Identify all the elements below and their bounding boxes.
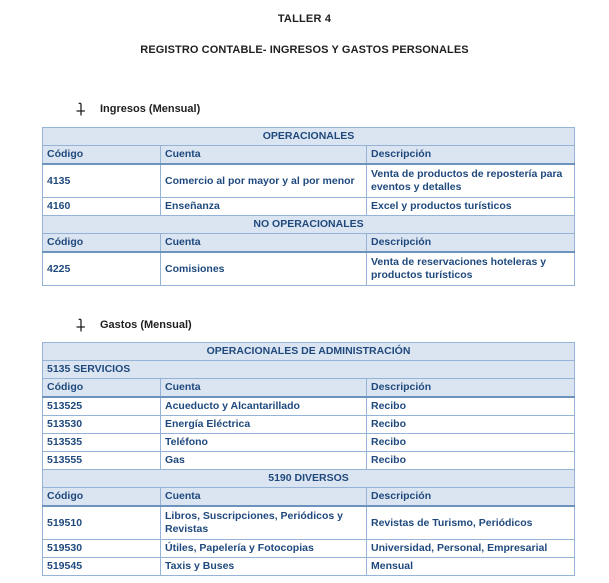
cell-codigo: 519530 [43,540,161,558]
column-header-cuenta: Cuenta [161,488,367,507]
cell-cuenta: Energía Eléctrica [161,416,367,434]
cell-cuenta: Teléfono [161,434,367,452]
column-header-codigo: Código [43,488,161,507]
column-header-row [43,379,575,398]
column-header-codigo: Código [43,234,161,253]
column-header-codigo: Código [43,146,161,165]
column-header-cuenta: Cuenta [161,379,367,398]
column-header-row [43,146,575,165]
table-row [43,434,575,452]
band-row-diversos [43,470,575,488]
cell-cuenta: Útiles, Papelería y Fotocopias [161,540,367,558]
cell-cuenta: Enseñanza [161,198,367,216]
cell-descripcion: Recibo [367,416,575,434]
table-row [43,558,575,576]
band-row-operacionales [43,128,575,146]
cell-cuenta: Comercio al por mayor y al por menor [161,164,367,198]
column-header-row [43,488,575,507]
cell-descripcion: Excel y productos turísticos [367,198,575,216]
ingresos-table [42,127,575,286]
cell-cuenta: Libros, Suscripciones, Periódicos y Revistas [161,506,367,540]
band-cell: OPERACIONALES [43,128,575,146]
column-header-descripcion: Descripción [367,379,575,398]
cell-codigo: 513535 [43,434,161,452]
cell-codigo: 519510 [43,506,161,540]
cell-descripcion: Revistas de Turismo, Periódicos [367,506,575,540]
cell-descripcion: Venta de productos de repostería para eventos y detalles [367,164,575,198]
table-row [43,416,575,434]
table-row [43,452,575,470]
cell-cuenta: Comisiones [161,252,367,286]
cell-cuenta: Acueducto y Alcantarillado [161,397,367,416]
band-cell: OPERACIONALES DE ADMINISTRACIÓN [43,343,575,361]
table-row [43,164,575,198]
table-row [43,198,575,216]
cell-descripcion: Universidad, Personal, Empresarial [367,540,575,558]
band-cell: NO OPERACIONALES [43,216,575,234]
cell-codigo: 4135 [43,164,161,198]
band-row-servicios [43,361,575,379]
cell-codigo: 513525 [43,397,161,416]
column-header-descripcion: Descripción [367,146,575,165]
cell-descripcion: Recibo [367,397,575,416]
cell-descripcion: Mensual [367,558,575,576]
ingresos-section-heading [76,102,609,116]
column-header-cuenta: Cuenta [161,146,367,165]
band-row-no-operacionales [43,216,575,234]
cell-descripcion: Recibo [367,452,575,470]
cell-codigo: 519545 [43,558,161,576]
cell-codigo: 513555 [43,452,161,470]
ingresos-section-label: Ingresos (Mensual) [100,103,201,115]
band-cell: 5135 SERVICIOS [43,361,575,379]
gastos-table [42,342,575,576]
band-cell: 5190 DIVERSOS [43,470,575,488]
table-row [43,397,575,416]
column-header-descripcion: Descripción [367,488,575,507]
cell-descripcion: Venta de reservaciones hoteleras y productos turísticos [367,252,575,286]
cell-codigo: 4160 [43,198,161,216]
table-row [43,506,575,540]
dagger-bullet-icon [76,102,85,116]
column-header-cuenta: Cuenta [161,234,367,253]
cell-codigo: 4225 [43,252,161,286]
cell-codigo: 513530 [43,416,161,434]
page-title: TALLER 4 [277,13,332,25]
gastos-section-label: Gastos (Mensual) [100,319,192,331]
column-header-descripcion: Descripción [367,234,575,253]
column-header-codigo: Código [43,379,161,398]
page-subtitle: REGISTRO CONTABLE- INGRESOS Y GASTOS PERSONALES [140,44,469,56]
cell-descripcion: Recibo [367,434,575,452]
cell-cuenta: Taxis y Buses [161,558,367,576]
table-row [43,252,575,286]
dagger-bullet-icon [76,318,85,332]
cell-cuenta: Gas [161,452,367,470]
table-row [43,540,575,558]
band-row-title [43,343,575,361]
gastos-section-heading [76,318,609,332]
column-header-row [43,234,575,253]
